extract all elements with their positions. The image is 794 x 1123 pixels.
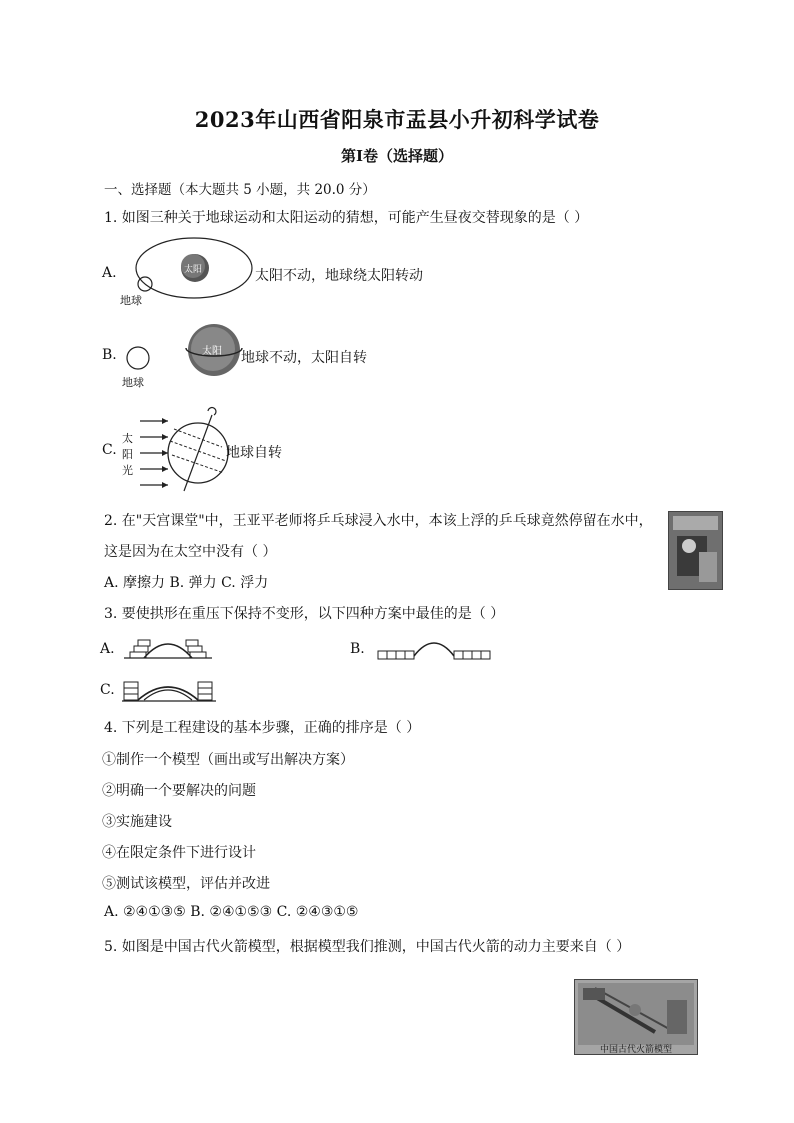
q4-step-3: ③实施建设 bbox=[102, 814, 172, 830]
q1-a-earth-label: 地球 bbox=[120, 294, 142, 307]
q4-stem: 4. 下列是工程建设的基本步骤，正确的排序是（ ） bbox=[104, 720, 421, 736]
q1-a-sun-label: 太阳 bbox=[184, 265, 203, 275]
rotation-arrow-icon bbox=[208, 408, 216, 415]
q4-step-4: ④在限定条件下进行设计 bbox=[102, 845, 256, 861]
q1-option-b-text: 地球不动，太阳自转 bbox=[241, 350, 367, 366]
q3-option-b-letter: B. bbox=[350, 641, 365, 657]
q1-stem: 1. 如图三种关于地球运动和太阳运动的猜想，可能产生昼夜交替现象的是（ ） bbox=[104, 210, 589, 226]
q1-option-c-figure bbox=[118, 405, 230, 495]
q3-stem: 3. 要使拱形在重压下保持不变形，以下四种方案中最佳的是（ ） bbox=[104, 606, 505, 622]
q3-option-a-letter: A. bbox=[100, 641, 115, 657]
q1-b-sun-label: 太阳 bbox=[202, 346, 222, 357]
q3-option-b-arch-figure bbox=[374, 636, 494, 662]
q1-option-a-letter: A. bbox=[102, 265, 117, 281]
q5-rocket-photo bbox=[574, 979, 698, 1055]
q1-option-b-letter: B. bbox=[102, 347, 117, 363]
section-heading: 一、选择题（本大题共 5 小题，共 20.0 分） bbox=[104, 182, 376, 198]
q4-options: A. ②④①③⑤ B. ②④①⑤③ C. ②④③①⑤ bbox=[104, 904, 359, 920]
part-heading: 第Ⅰ卷（选择题） bbox=[340, 147, 454, 165]
q4-step-2: ②明确一个要解决的问题 bbox=[102, 783, 256, 799]
astronaut-photo-icon bbox=[669, 512, 722, 589]
q2-options: A. 摩擦力 B. 弹力 C. 浮力 bbox=[104, 575, 269, 591]
q2-photo bbox=[668, 511, 723, 590]
q3-option-c-arch-figure bbox=[118, 674, 218, 704]
q1-option-c-letter: C. bbox=[102, 442, 117, 458]
page-title: 2023年山西省阳泉市盂县小升初科学试卷 bbox=[194, 107, 600, 132]
q1-c-light-char-1: 太 bbox=[122, 432, 133, 445]
q2-stem-line2: 这是因为在太空中没有（ ） bbox=[104, 544, 277, 560]
q1-c-light-char-2: 阳 bbox=[122, 448, 133, 461]
q3-option-a-arch-figure bbox=[122, 634, 214, 662]
q5-stem: 5. 如图是中国古代火箭模型，根据模型我们推测，中国古代火箭的动力主要来自（ ） bbox=[104, 939, 631, 955]
q1-b-earth-label: 地球 bbox=[122, 376, 144, 389]
q1-option-a-text: 太阳不动，地球绕太阳转动 bbox=[255, 268, 423, 284]
q1-option-c-text: 地球自转 bbox=[226, 445, 282, 461]
q3-option-c-letter: C. bbox=[100, 682, 115, 698]
q1-option-b-figure bbox=[118, 320, 248, 392]
q1-c-light-char-3: 光 bbox=[122, 464, 133, 477]
q2-stem-line1: 2. 在"天宫课堂"中，王亚平老师将乒乓球浸入水中，本该上浮的乒乓球竟然停留在水中， bbox=[104, 513, 653, 529]
q5-image-caption: 中国古代火箭模型 bbox=[599, 1045, 672, 1055]
q4-step-5: ⑤测试该模型，评估并改进 bbox=[102, 876, 270, 892]
earth-icon bbox=[127, 347, 149, 369]
q1-option-a-figure bbox=[118, 232, 258, 312]
q4-step-1: ①制作一个模型（画出或写出解决方案） bbox=[102, 752, 354, 768]
